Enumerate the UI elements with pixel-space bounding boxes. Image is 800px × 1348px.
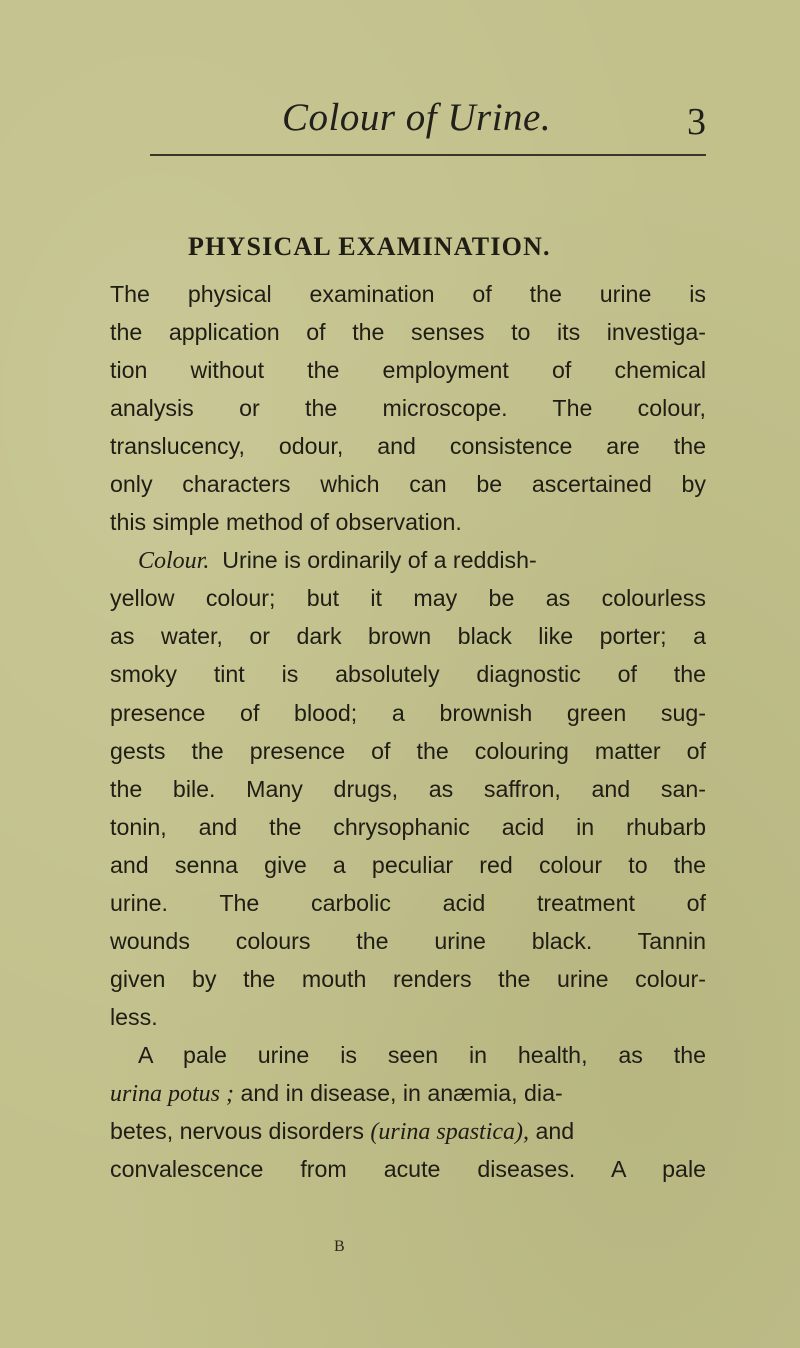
body-line: presence of blood; a brownish green sug-: [110, 699, 706, 726]
body-line: only characters which can be ascertained by: [110, 471, 706, 498]
running-title: Colour of Urine.: [282, 96, 552, 139]
body-line: this simple method of observation.: [110, 509, 462, 536]
body-line: [110, 1074, 706, 1112]
body-line: wounds colours the urine black. Tannin: [110, 927, 706, 954]
body-line: A pale urine is seen in health, as the: [138, 1041, 706, 1068]
signature-mark: B: [334, 1238, 345, 1255]
body-line-text: Urine is ordinarily of a reddish-: [222, 547, 537, 574]
body-line: tonin, and the chrysophanic acid in rhubarb: [110, 813, 706, 840]
body-line: less.: [110, 1003, 158, 1030]
body-line: urine. The carbolic acid treatment of: [110, 889, 706, 916]
body-line-text: and in disease, in anæmia, dia-: [240, 1079, 563, 1106]
section-heading: PHYSICAL EXAMINATION.: [188, 232, 551, 261]
running-head: [150, 94, 706, 158]
italic-term: (urina spastica),: [370, 1119, 530, 1146]
italic-term: urina potus ;: [110, 1080, 235, 1107]
body-line: analysis or the microscope. The colour,: [110, 395, 706, 422]
body-line-text: and: [535, 1118, 575, 1145]
body-line-text: betes, nervous disorders: [110, 1118, 364, 1145]
body-line: translucency, odour, and consistence are the: [110, 433, 706, 460]
colour-subheading: Colour.: [138, 548, 210, 575]
body-line: [110, 541, 706, 579]
body-line: gests the presence of the colouring matter of: [110, 737, 706, 764]
body-line: the application of the senses to its investiga-: [110, 319, 706, 346]
body-text: [110, 275, 706, 1188]
page-number: 3: [687, 101, 706, 143]
body-line: and senna give a peculiar red colour to the: [110, 851, 706, 878]
body-line: yellow colour; but it may be as colourless: [110, 585, 706, 612]
body-line: The physical examination of the urine is: [110, 281, 706, 307]
body-line: given by the mouth renders the urine colour-: [110, 965, 706, 992]
body-line: tion without the employment of chemical: [110, 357, 706, 384]
header-rule: [150, 154, 706, 156]
body-line: convalescence from acute diseases. A pale: [110, 1156, 706, 1183]
body-line: [110, 1112, 706, 1150]
body-line: as water, or dark brown black like porter; a: [110, 623, 706, 650]
body-line: smoky tint is absolutely diagnostic of the: [110, 661, 706, 688]
body-line: the bile. Many drugs, as saffron, and san-: [110, 775, 706, 802]
